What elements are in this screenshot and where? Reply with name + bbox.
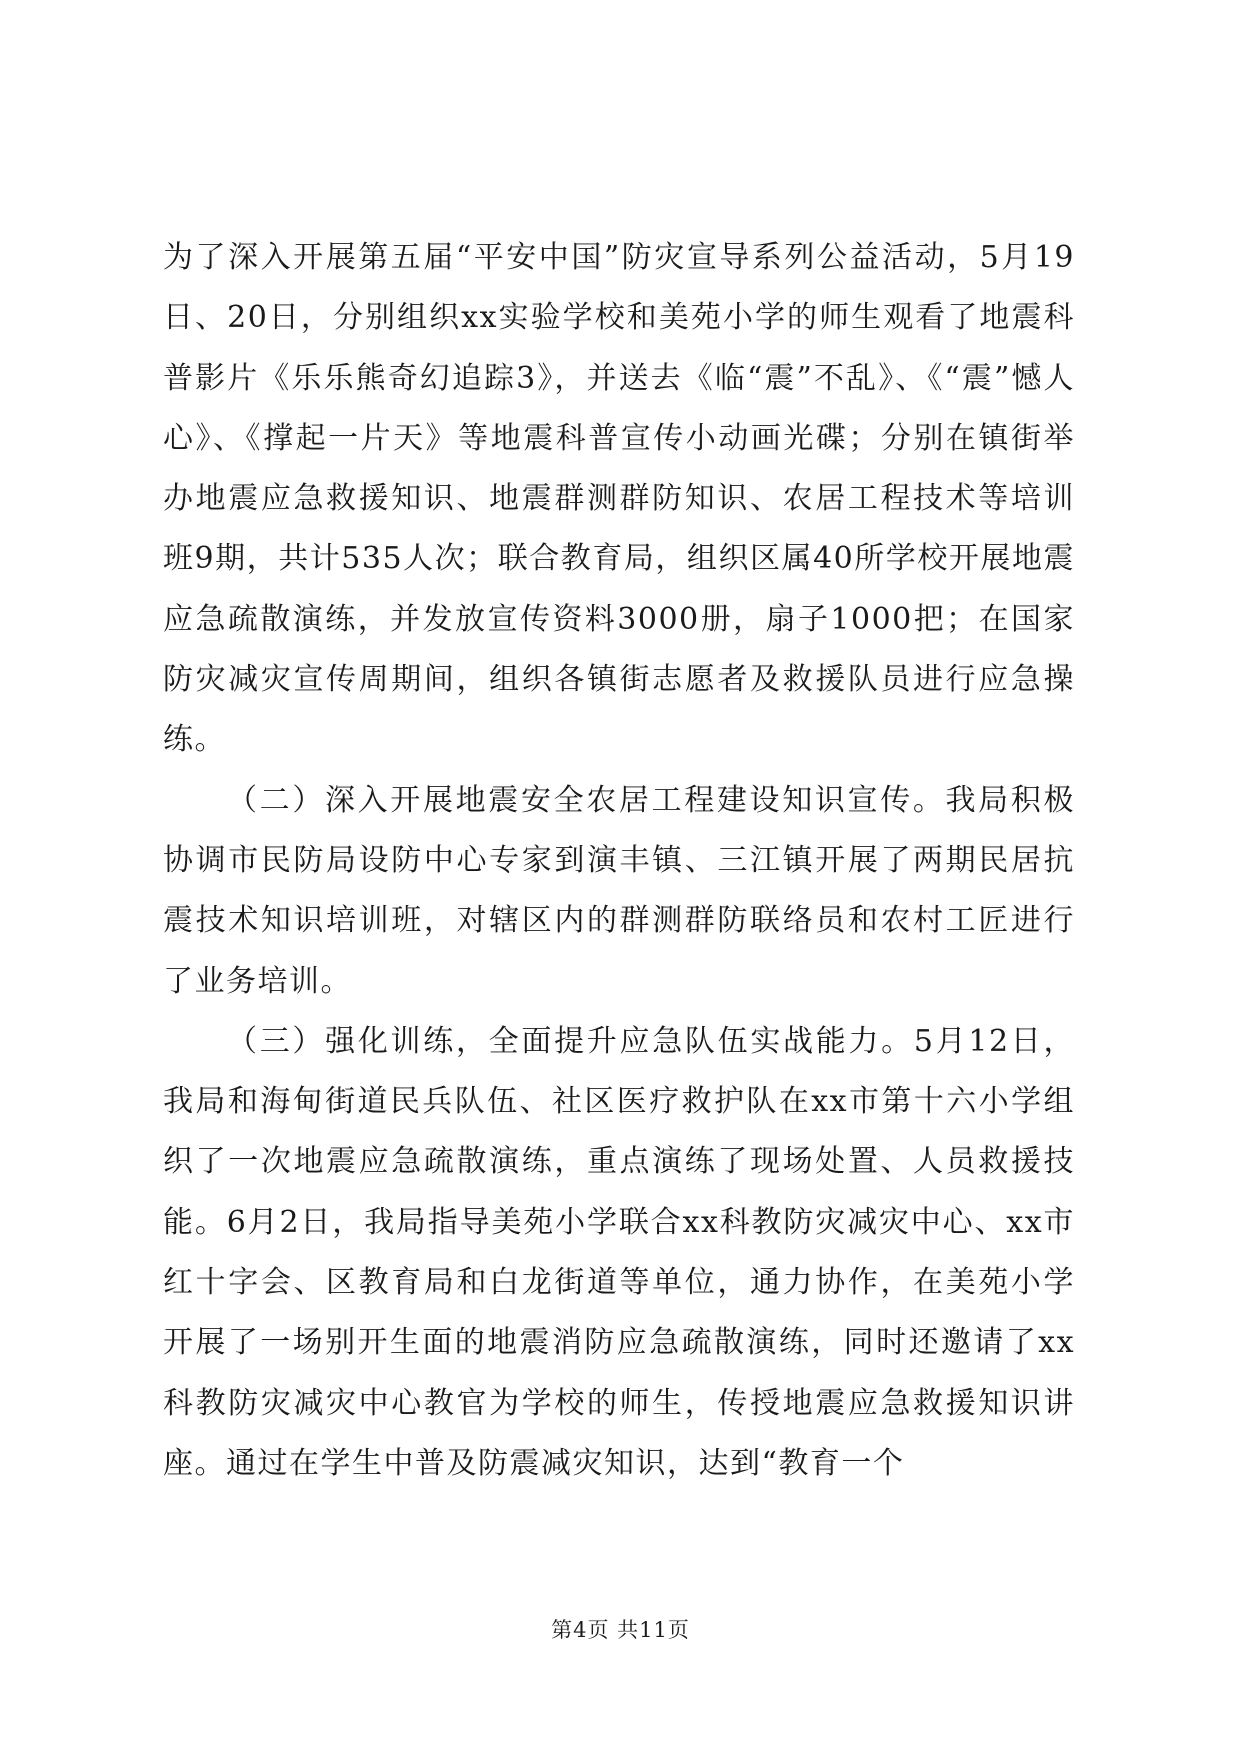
page-footer: 第4页 共11页 bbox=[551, 1618, 690, 1642]
paragraph-1: 为了深入开展第五届“平安中国”防灾宣导系列公益活动，5月19日、20日，分别组织xx实验学校和美苑小学的师生观看了地震科普影片《乐乐熊奇幻追踪3》，并送去《临“震”不乱》、《“震”憾人心》、《撑起一片天》等地震科普宣传小动画光碟；分别在镇街举办地震应急救援知识、地震群测群防知识、农居工程技术等培训班9期，共计535人次；联合教育局，组织区属40所学校开展地震应急疏散演练，并发放宣传资料3000册，扇子1000把；在国家防灾减灾宣传周期间，组织各镇街志愿者及救援队员进行应急操练。 bbox=[163, 240, 1075, 758]
paragraph-2: （二）深入开展地震安全农居工程建设知识宣传。我局积极协调市民防局设防中心专家到演丰镇、三江镇开展了两期民居抗震技术知识培训班，对辖区内的群测群防联络员和农村工匠进行了业务培训。 bbox=[163, 782, 1075, 999]
document-body bbox=[163, 228, 1075, 1494]
paragraph-3: （三）强化训练，全面提升应急队伍实战能力。5月12日，我局和海甸街道民兵队伍、社区医疗救护队在xx市第十六小学组织了一次地震应急疏散演练，重点演练了现场处置、人员救援技能。6月2日，我局指导美苑小学联合xx科教防灾减灾中心、xx市红十字会、区教育局和白龙街道等单位，通力协作，在美苑小学开展了一场别开生面的地震消防应急疏散演练，同时还邀请了xx科教防灾减灾中心教官为学校的师生，传授地震应急救援知识讲座。通过在学生中普及防震减灾知识，达到“教育一个 bbox=[163, 1023, 1075, 1481]
